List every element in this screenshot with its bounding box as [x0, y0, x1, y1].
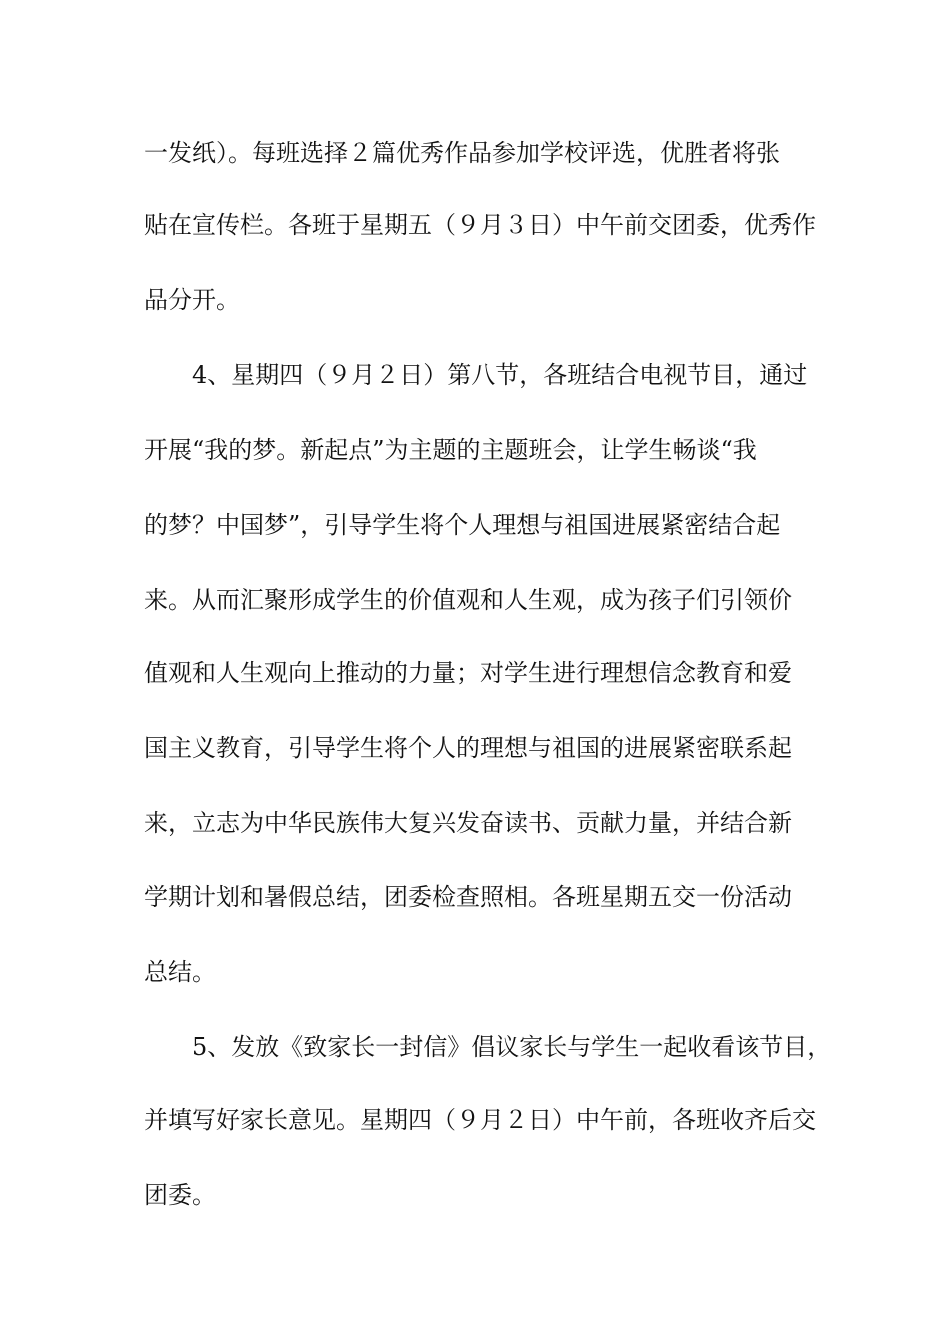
paragraph-line: 来，立志为中华民族伟大复兴发奋读书、贡献力量，并结合新	[144, 809, 792, 837]
paragraph-line: 4、星期四（９月２日）第八节，各班结合电视节目，通过	[192, 361, 808, 389]
paragraph-line: 来。从而汇聚形成学生的价值观和人生观，成为孩子们引领价	[144, 586, 792, 614]
paragraph-line: 的梦？中国梦”，引导学生将个人理想与祖国进展紧密结合起	[144, 511, 781, 539]
paragraph-line: 并填写好家长意见。星期四（９月２日）中午前，各班收齐后交	[144, 1106, 816, 1134]
paragraph-line: 值观和人生观向上推动的力量；对学生进行理想信念教育和爱	[144, 659, 792, 687]
paragraph-line: 5、发放《致家长一封信》倡议家长与学生一起收看该节目，	[192, 1033, 832, 1061]
paragraph-line: 学期计划和暑假总结，团委检查照相。各班星期五交一份活动	[144, 883, 792, 911]
paragraph-line: 团委。	[144, 1181, 216, 1209]
paragraph-line: 一发纸）。每班选择２篇优秀作品参加学校评选，优胜者将张	[144, 139, 780, 167]
paragraph-line: 贴在宣传栏。各班于星期五（９月３日）中午前交团委，优秀作	[144, 211, 816, 239]
paragraph-line: 品分开。	[144, 286, 240, 314]
paragraph-line: 开展“我的梦。新起点”为主题的主题班会，让学生畅谈“我	[144, 436, 757, 464]
paragraph-line: 国主义教育，引导学生将个人的理想与祖国的进展紧密联系起	[144, 734, 792, 762]
paragraph-line: 总结。	[144, 958, 216, 986]
